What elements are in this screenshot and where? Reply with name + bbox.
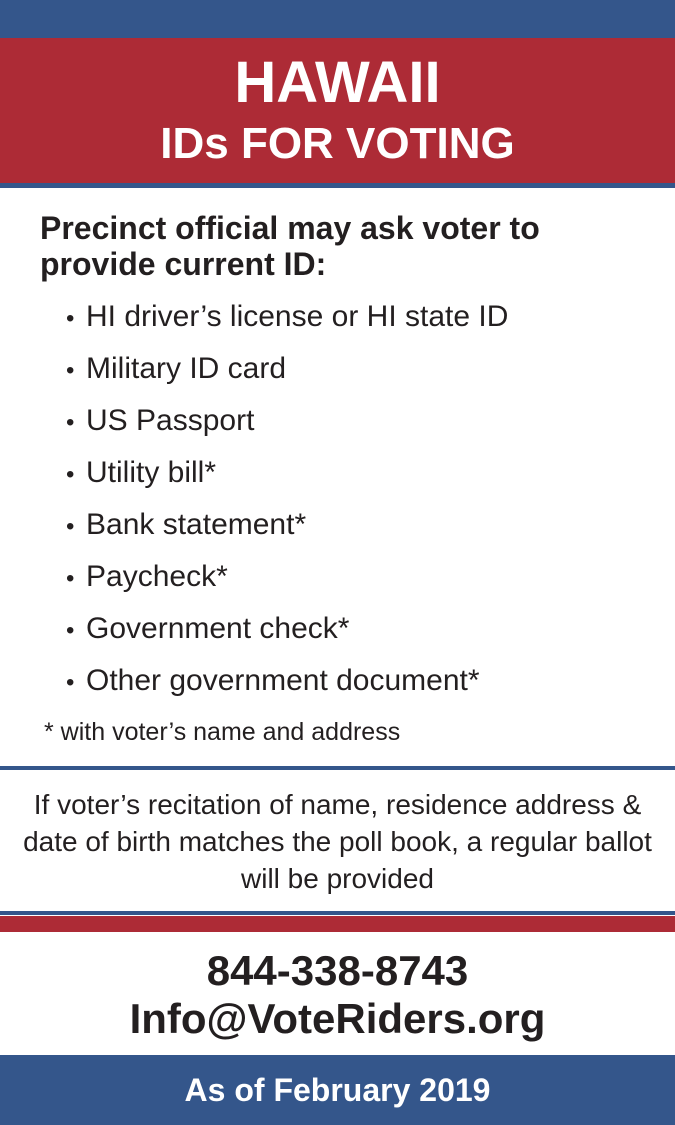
page-subtitle: IDs FOR VOTING [160,119,515,168]
bullet-icon: • [66,565,75,592]
phone-number: 844-338-8743 [206,947,469,994]
header-divider [0,183,675,188]
list-item-label: US Passport [86,404,255,437]
bullet-icon: • [66,513,75,540]
state-title: HAWAII [234,50,441,115]
section-divider [0,911,675,915]
section-divider [0,766,675,770]
as-of-date: As of February 2019 [184,1072,491,1108]
list-item [66,659,508,711]
id-list [66,295,508,711]
list-item [66,503,508,555]
list-item [66,295,508,347]
bullet-icon: • [66,409,75,436]
list-item [66,607,508,659]
list-item [66,347,508,399]
list-item-label: Military ID card [86,352,287,385]
email-address: Info@VoteRiders.org [129,995,546,1042]
red-stripe [0,916,675,932]
list-item-label: Bank statement* [86,508,307,541]
list-item [66,399,508,451]
list-item-label: Other government document* [86,664,480,697]
list-item [66,451,508,503]
footnote: * with voter’s name and address [44,718,401,746]
list-item-label: Utility bill* [86,456,217,489]
bullet-icon: • [66,669,75,696]
bullet-icon: • [66,461,75,488]
list-item-label: Government check* [86,612,350,645]
footer-banner [0,1055,675,1125]
list-item [66,555,508,607]
bullet-icon: • [66,617,75,644]
top-blue-bar [0,0,675,38]
list-item-label: Paycheck* [86,560,228,593]
list-item-label: HI driver’s license or HI state ID [86,300,509,333]
header-banner [0,38,675,183]
intro-text: Precinct official may ask voter to provide current ID: [40,210,540,282]
bullet-icon: • [66,357,75,384]
notice-text: If voter’s recitation of name, residence address & date of birth matches the poll book, a regular ballot will be provided [23,789,652,894]
bullet-icon: • [66,305,75,332]
